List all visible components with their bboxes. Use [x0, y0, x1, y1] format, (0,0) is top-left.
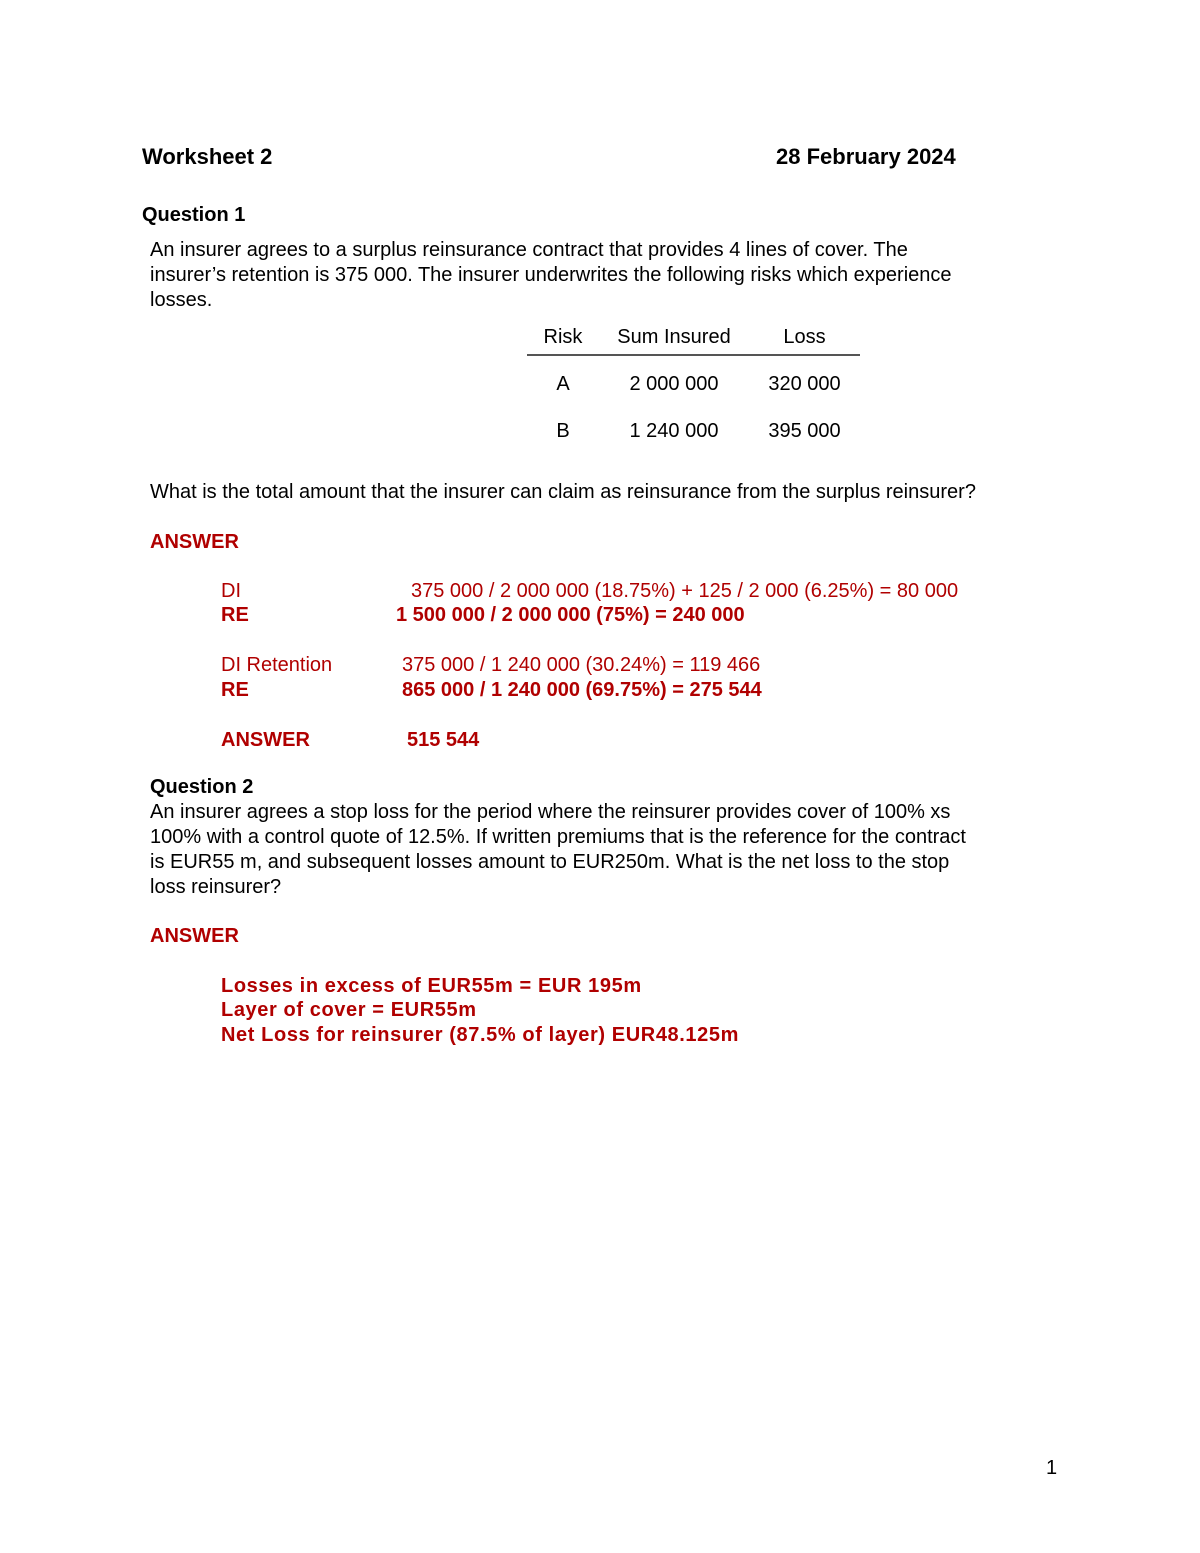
table-header-rule [527, 354, 860, 356]
table-header-loss: Loss [783, 326, 826, 348]
question-1-prompt: What is the total amount that the insurer can claim as reinsurance from the surplus reinsurer? [150, 481, 976, 503]
question-2-text-line: 100% with a control quote of 12.5%. If written premiums that is the reference for the contract [150, 826, 966, 848]
answer-line-label: DI Retention [221, 654, 333, 676]
answer-total-label: ANSWER [221, 729, 310, 751]
question-2-text [150, 800, 966, 900]
table-cell: 320 000 [768, 373, 841, 395]
answer-line-value: 865 000 / 1 240 000 (69.75%) = 275 544 [402, 679, 762, 701]
table-row [527, 416, 860, 446]
table-cell: 1 240 000 [629, 420, 719, 442]
answer-line-label: DI [221, 580, 241, 602]
answer-line-value: 375 000 / 1 240 000 (30.24%) = 119 466 [402, 654, 761, 676]
question-1-title: Question 1 [142, 204, 246, 226]
table-cell: 2 000 000 [629, 373, 719, 395]
worksheet-title: Worksheet 2 [142, 144, 273, 169]
answer-line: Net Loss for reinsurer (87.5% of layer) EUR48.125m [221, 1024, 739, 1046]
question-1-text-line: losses. [150, 289, 213, 311]
answer-line-value: 1 500 000 / 2 000 000 (75%) = 240 000 [396, 604, 745, 626]
question-1-text-line: insurer’s retention is 375 000. The insurer underwrites the following risks which experience [150, 264, 952, 286]
question-1-answer-heading: ANSWER [150, 531, 239, 553]
table-cell: B [556, 420, 570, 442]
question-2-answer-heading: ANSWER [150, 925, 239, 947]
table-cell: 395 000 [768, 420, 841, 442]
table-header-risk: Risk [543, 326, 583, 348]
question-2-text-line: An insurer agrees a stop loss for the period where the reinsurer provides cover of 100% xs [150, 801, 951, 823]
question-2-title: Question 2 [150, 776, 254, 798]
question-2-text-line: is EUR55 m, and subsequent losses amount to EUR250m. What is the net loss to the stop [150, 851, 950, 873]
table-row [527, 369, 860, 399]
question-2-text-line: loss reinsurer? [150, 876, 282, 898]
answer-line-value: 375 000 / 2 000 000 (18.75%) + 125 / 2 000 (6.25%) = 80 000 [411, 580, 959, 602]
page-number: 1 [1046, 1457, 1058, 1479]
answer-line: Losses in excess of EUR55m = EUR 195m [221, 975, 642, 997]
answer-line-label: RE [221, 679, 249, 701]
table-header-sum-insured: Sum Insured [617, 326, 731, 348]
answer-total-value: 515 544 [407, 729, 480, 751]
question-1-text-line: An insurer agrees to a surplus reinsurance contract that provides 4 lines of cover. The [150, 239, 908, 261]
answer-line: Layer of cover = EUR55m [221, 999, 477, 1021]
table-cell: A [556, 373, 570, 395]
worksheet-date: 28 February 2024 [776, 144, 956, 169]
answer-line-label: RE [221, 604, 249, 626]
question-1-text [150, 238, 952, 313]
